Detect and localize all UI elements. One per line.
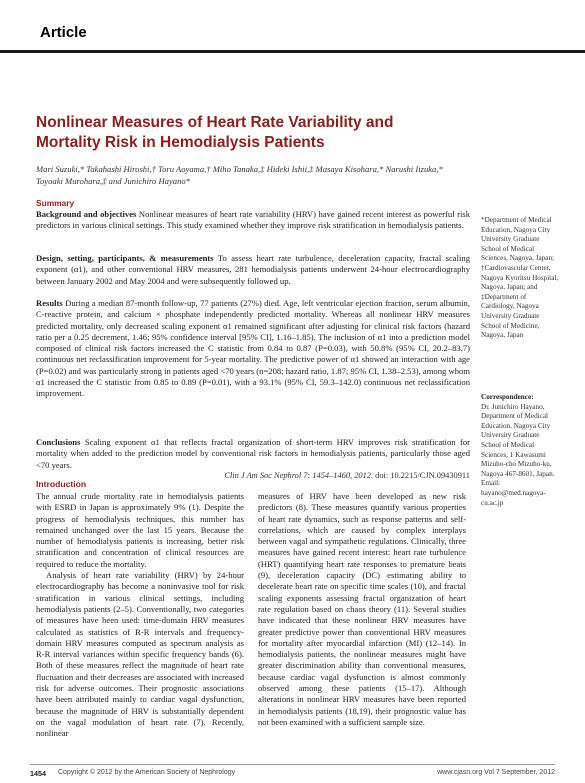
background-label: Background and objectives: [36, 209, 137, 219]
affiliations: *Department of Medical Education, Nagoya City University Graduate School of Medical Sciences, Nagoya, Japan; †Cardiovascular Center, Nagoya Kyoritsu Hospital, Nagoya, Japan; and ‡Department of Cardiology, Nagoya University Graduate School of Medicine, Nagoya, Japan: [481, 216, 559, 340]
footer-rule: [30, 764, 555, 765]
correspondence: [481, 393, 559, 508]
background-text: Nonlinear measures of heart rate variability (HRV) have gained recent interest as powerful risk predictors in various clinical settings. This study examined whether they improve risk stratification in hemodialysis patients.: [36, 209, 470, 231]
conclusions-text: Scaling exponent α1 that reflects fractal organization of short-term HRV improves risk stratification for mortality when added to the prediction model by conventional risk factors in hemodialysis patients, particularly those aged <70 years.: [36, 437, 470, 470]
copyright-notice: Copyright © 2012 by the American Society of Nephrology: [58, 769, 236, 776]
abstract-background: [36, 209, 470, 232]
intro-column-left: [36, 491, 244, 740]
page-number: 1454: [30, 769, 46, 778]
intro-column-right: [258, 491, 466, 728]
abstract-results: [36, 298, 470, 400]
summary-heading: Summary: [36, 198, 75, 208]
correspondence-text: Dr. Junichiro Hayano, Department of Medical Education, Nagoya City University Graduate School of Medical Sciences, 1 Kawasumi Mizuho-cho Mizuho-ku, Nagoya 467-8601, Japan. Email: hayano@med.nagoya-cu.ac.jp: [481, 402, 555, 507]
conclusions-label: Conclusions: [36, 437, 81, 447]
journal-reference: www.cjasn.org Vol 7 September, 2012: [437, 769, 555, 776]
citation-journal: Clin J Am Soc Nephrol 7: 1454–1460, 2012.: [224, 471, 374, 480]
results-text: During a median 87-month follow-up, 77 patients (27%) died. Age, left ventricular ejection fraction, serum albumin, C-reactive protein, and calcium × phosphate independently predicted mortality. Whereas all nonlinear HRV measures predicted mortality, only decreased scaling exponent α1 remained significant after adjusting for clinical risk factors (hazard ratio per a 0.25 decrement, 1.46; 95% confidence interval [95% CI], 1.16–1.85). The inclusion of α1 into a prediction model composed of clinical risk factors increased the C statistic from 0.84 to 0.87 (P=0.03), with 50.8% (95% CI, 20.2–83.7) continuous net reclassification improvement for 5-year mortality. The predictive power of α1 showed an interaction with age (P=0.02) and was particularly strong in patients aged <70 years (n=208; hazard ratio, 1.87; 95% CI, 1.38–2.53), among whom α1 increased the C statistic from 0.85 to 0.89 (P=0.01), with a 93.1% (95% CI, 59.3–142.0) continuous net reclassification improvement.: [36, 298, 470, 399]
correspondence-label: Correspondence:: [481, 393, 534, 401]
introduction-heading: Introduction: [36, 479, 87, 489]
abstract-design: [36, 253, 470, 287]
header-rule: [0, 50, 585, 53]
page-header: [0, 0, 585, 54]
article-title: Nonlinear Measures of Heart Rate Variability and Mortality Risk in Hemodialysis Patients: [36, 114, 394, 151]
design-text: To assess heart rate turbulence, deceleration capacity, fractal scaling exponent (α1), and other conventional HRV measures, 281 hemodialysis patients underwent 24-hour electrocardiography between January 2002 and May 2004 and were subsequently followed up.: [36, 253, 470, 286]
intro-paragraph: Analysis of heart rate variability (HRV) by 24-hour electrocardiography has become a noninvasive tool for risk stratification in various clinical settings, including hemodialysis patients (2–5). Conventionally, two categories of measures have been used: time-domain HRV measures calculated as statistics of R-R intervals and frequency-domain HRV measures computed as spectrum analysis as R-R interval variances within specific frequency bands (6). Both of these measures reflect the magnitude of heart rate fluctuation and their decreases are associated with increased risk for adverse outcomes. Their prognostic associations have been attributed mainly to cardiac vagal dysfunction, because the magnitude of HRV is substantially dependent on the vagal modulation of heart rate (7). Recently, nonlinear: [36, 570, 244, 739]
author-list: Mari Suzuki,* Takahashi Hiroshi,† Toru Aoyama,† Miho Tanaka,‡ Hideki Ishii,‡ Masaya Kisohara,* Narushi Iizuka,* Toyoaki Murohara,‡ and Junichiro Hayano*: [36, 164, 443, 186]
article-section-label: Article: [40, 24, 87, 41]
results-label: Results: [36, 298, 63, 308]
citation-line: [36, 471, 470, 480]
abstract-conclusions: [36, 437, 470, 471]
design-label: Design, setting, participants, & measurements: [36, 253, 214, 263]
intro-paragraph: measures of HRV have been developed as new risk predictors (8). These measures quantify various properties of heart rate dynamics, such as response patterns and self-correlations, which are caused by complex interplays between vagal and sympathetic regulations. Clinically, three measures have gained recent interest: heart rate turbulence (HRT) quantifying heart rate responses to premature beats (9), deceleration capacity (DC) estimating ability to decelerate heart rate on specific time scales (10), and fractal scaling exponents assessing fractal organization of heart rate regulation based on chaos theory (11). Several studies have indicated that these nonlinear HRV measures have greater predictive power than conventional HRV measures for mortality after myocardial infarction (MI) (12–14). In hemodialysis patients, the nonlinear measures might have greater discrimination ability than conventional measures, because cardiac vagal dysfunction is almost commonly observed among these patients (15–17). Although alterations in nonlinear HRV measures have been reported in hemodialysis patients (18,19), their prognostic value has not been examined with a sufficient sample size.: [258, 491, 466, 727]
intro-paragraph: The annual crude mortality rate in hemodialysis patients with ESRD in Japan is approximately 9% (1). Despite the progress of hemodialysis techniques, this number has remained unchanged over the last 15 years. Because the number of hemodialysis patients is increasing, better risk stratification and concentration of clinical resources are required to reduce the mortality.: [36, 491, 244, 569]
citation-doi: doi: 10.2215/CJN.09430911: [373, 471, 470, 480]
